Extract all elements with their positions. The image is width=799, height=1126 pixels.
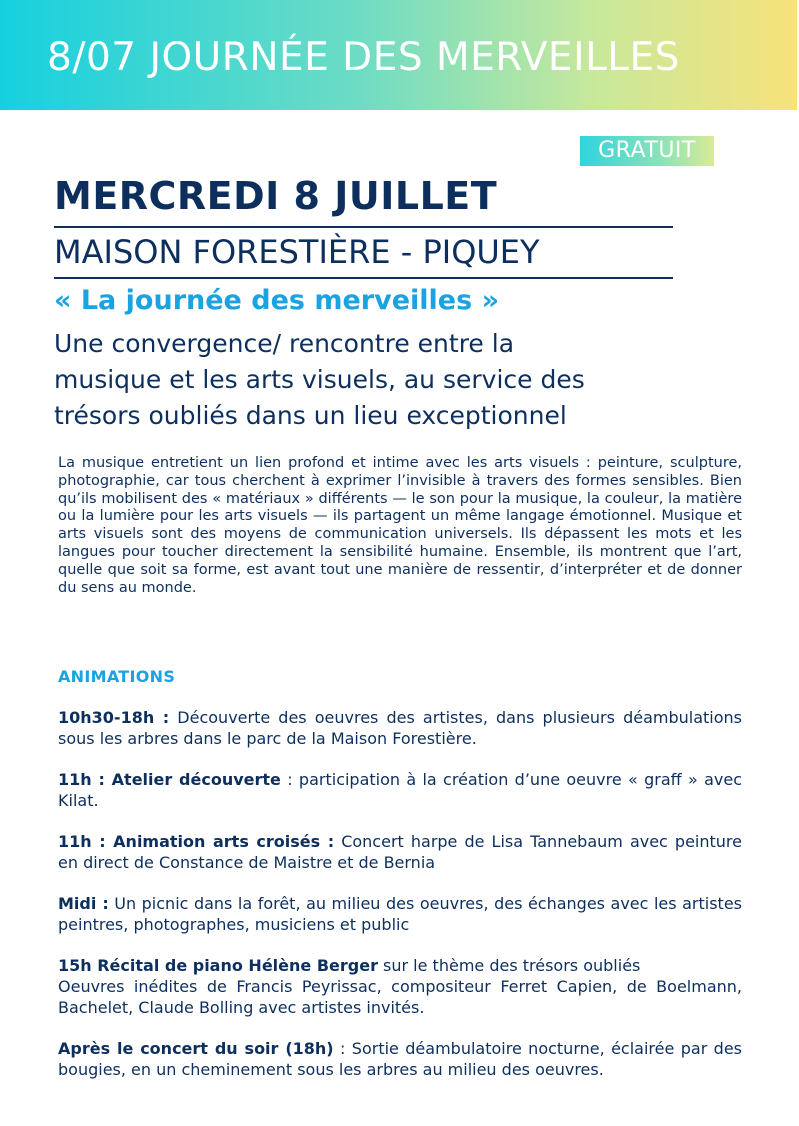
divider-bottom: [54, 277, 673, 279]
schedule-item-text: Concert harpe de Lisa Tannebaum avec peinture en direct de Constance de Maistre et de Bernia: [58, 832, 743, 872]
schedule-item-lead: 11h : Atelier découverte: [58, 770, 281, 789]
subtitle-line: Une convergence/ rencontre entre la: [54, 329, 515, 358]
schedule-item-lead: 10h30-18h :: [58, 708, 170, 727]
animations-heading: ANIMATIONS: [58, 667, 176, 686]
schedule-item: [58, 769, 742, 811]
schedule-item: [58, 955, 742, 1018]
intro-paragraph: La musique entretient un lien profond et intime avec les arts visuels : peinture, sculpture, photographie, car tous cherchent à exprimer l’invisible à travers des formes sensibles. Bien qu’ils mobilisent des « matériaux » différents — le son pour la musique, la couleur, la matière ou la lumière pour les arts visuels — ils partagent un même langage émotionnel. Musique et arts visuels sont des moyens de communication universels. Ils dépassent les mots et les langues pour toucher directement la sensibilité humaine. Ensemble, ils montrent que l’art, quelle que soit sa forme, est avant tout une manière de ressentir, d’interpréter et de donner du sens au monde.: [58, 455, 742, 596]
event-date: MERCREDI 8 JUILLET: [54, 174, 498, 218]
schedule-item: [58, 1038, 742, 1080]
divider-top: [54, 226, 673, 228]
schedule-item-text: Un picnic dans la forêt, au milieu des oeuvres, des échanges avec les artistes peintres, photographes, musiciens et public: [58, 894, 742, 934]
free-badge: [580, 136, 714, 166]
schedule-item-text: : participation à la création d’une oeuvre « graff » avec Kilat.: [58, 770, 743, 810]
schedule-item: [58, 893, 742, 935]
schedule-item: [58, 707, 742, 749]
animations-schedule: [58, 707, 742, 1100]
banner-title: 8/07 JOURNÉE DES MERVEILLES: [47, 35, 680, 80]
subtitle-line: trésors oubliés dans un lieu exceptionnel: [54, 401, 567, 430]
event-title: « La journée des merveilles »: [54, 285, 500, 316]
event-subtitle: [54, 326, 744, 434]
free-badge-label: GRATUIT: [598, 138, 696, 163]
event-venue: MAISON FORESTIÈRE - PIQUEY: [54, 233, 540, 271]
schedule-item-text: : Sortie déambulatoire nocturne, éclairée par des bougies, en un cheminement sous les arbres au milieu des oeuvres.: [58, 1039, 743, 1079]
schedule-item: [58, 831, 742, 873]
schedule-item-lead: 11h : Animation arts croisés :: [58, 832, 335, 851]
schedule-item-text: Découverte des oeuvres des artistes, dans plusieurs déambulations sous les arbres dans le parc de la Maison Forestière.: [58, 708, 742, 748]
schedule-item-detail: Oeuvres inédites de Francis Peyrissac, compositeur Ferret Capien, de Boelmann, Bachelet, Claude Bolling avec artistes invités.: [58, 977, 742, 1017]
schedule-item-lead: Après le concert du soir (18h): [58, 1039, 334, 1058]
schedule-item-lead: Midi :: [58, 894, 109, 913]
subtitle-line: musique et les arts visuels, au service des: [54, 365, 585, 394]
schedule-item-text: sur le thème des trésors oubliés: [377, 956, 641, 975]
schedule-item-lead: 15h Récital de piano Hélène Berger: [58, 956, 378, 975]
header-banner: [0, 0, 797, 110]
